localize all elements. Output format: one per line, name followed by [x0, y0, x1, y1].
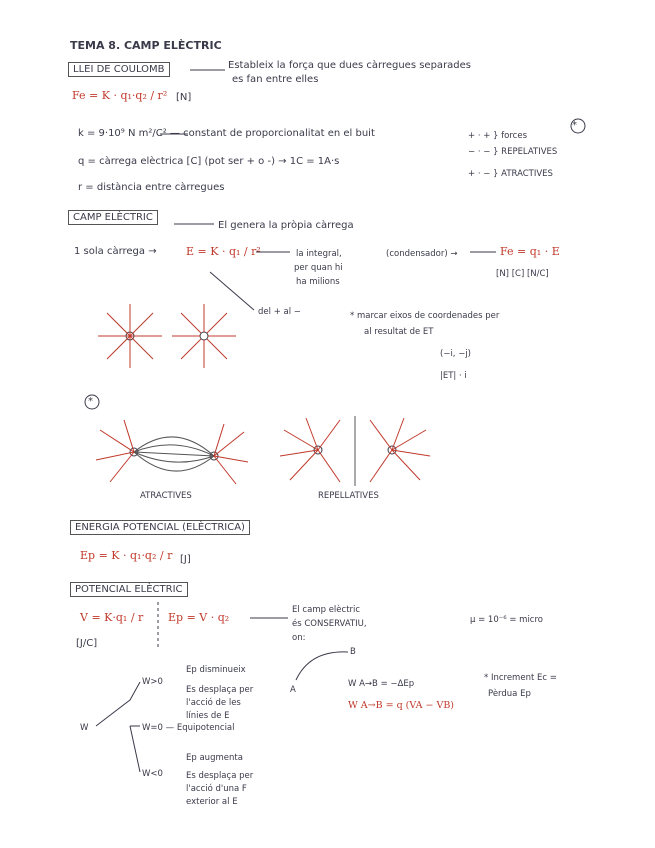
coulomb-description-2: es fan entre elles — [232, 74, 319, 85]
potential-formula: V = K·q₁ / r — [80, 611, 144, 624]
work-formula-1: W A→B = −ΔEp — [348, 679, 415, 689]
increment-note-2: Pèrdua Ep — [488, 689, 531, 699]
k-definition: k = 9·10⁹ N m²/C² — constant de proporcionalitat en el buit — [78, 128, 375, 139]
w-branches — [96, 682, 140, 772]
connector-arrows — [96, 70, 496, 772]
star-circle — [571, 119, 585, 133]
direction-note: del + al − — [258, 307, 301, 317]
integral-note-1: la integral, — [296, 249, 342, 259]
energy-unit: [J] — [180, 554, 191, 565]
coulomb-formula: Fe = K · q₁·q₂ / r² — [72, 89, 168, 102]
w-label: W — [80, 723, 89, 733]
w-positive-4: línies de E — [186, 711, 230, 721]
integral-note-2: per quan hi — [294, 263, 343, 273]
arrow-direction — [210, 272, 254, 310]
integral-note-3: ha milions — [296, 277, 340, 287]
w-positive-1: Ep disminueix — [186, 665, 246, 675]
coulomb-heading: LLEI DE COULOMB — [68, 62, 170, 77]
axes-modulus: |ET| · i — [440, 371, 467, 381]
w-positive: W>0 — [142, 677, 163, 687]
one-charge-label: 1 sola càrrega → — [74, 246, 157, 257]
star-note-2: * — [88, 396, 93, 407]
point-a: A — [290, 685, 296, 695]
w-negative-3: l'acció d'una F — [186, 784, 247, 794]
r-definition: r = distància entre càrregues — [78, 182, 225, 193]
potential-heading: POTENCIAL ELÈCTRIC — [70, 582, 188, 597]
field-description: El genera la pròpia càrrega — [218, 220, 354, 231]
potential-unit: [J/C] — [76, 638, 98, 649]
conservative-note-3: on: — [292, 633, 306, 643]
potential-energy-formula: Ep = V · q₂ — [168, 611, 230, 624]
w-positive-3: l'acció de les — [186, 698, 241, 708]
star-note: * — [572, 120, 577, 131]
repulsive-field-diagram — [280, 416, 430, 486]
attractive-label: ATRACTIVES — [140, 491, 192, 501]
single-charge-negative — [172, 304, 236, 368]
sign-rule-2: − · − } REPELATIVES — [468, 147, 558, 157]
page-title: TEMA 8. CAMP ELÈCTRIC — [70, 39, 222, 52]
sign-rule-1: + · + } forces — [468, 131, 527, 141]
w-negative: W<0 — [142, 769, 163, 779]
path-a-b — [296, 652, 348, 680]
field-formula: E = K · q₁ / r² — [186, 245, 261, 258]
point-b: B — [350, 647, 356, 657]
conservative-note-2: és CONSERVATIU, — [292, 619, 367, 629]
w-negative-4: exterior al E — [186, 797, 238, 807]
field-units: [N] [C] [N/C] — [496, 269, 549, 279]
micro-note: µ = 10⁻⁶ = micro — [470, 615, 543, 625]
capacitor-note: (condensador) → — [386, 249, 458, 259]
attractive-field-diagram — [96, 420, 248, 484]
star-circle-2 — [85, 395, 99, 409]
w-zero: W=0 — Equipotencial — [142, 723, 235, 733]
single-charge-positive — [98, 304, 162, 368]
axes-note-1: * marcar eixos de coordenades per — [350, 311, 500, 321]
q-definition: q = càrrega elèctrica [C] (pot ser + o -) → 1C = 1A·s — [78, 156, 340, 167]
coulomb-unit: [N] — [176, 92, 192, 103]
conservative-note-1: El camp elèctric — [292, 605, 361, 615]
work-formula-2: W A→B = q (VA − VB) — [348, 700, 455, 711]
repulsive-label: REPELLATIVES — [318, 491, 379, 501]
increment-note-1: * Increment Ec = — [484, 673, 557, 683]
field-heading: CAMP ELÈCTRIC — [68, 210, 158, 225]
energy-formula: Ep = K · q₁·q₂ / r — [80, 549, 173, 562]
axes-note-2: al resultat de ET — [364, 327, 434, 337]
force-formula: Fe = q₁ · E — [500, 245, 560, 258]
w-positive-2: Es desplaça per — [186, 685, 254, 695]
coulomb-description-1: Estableix la força que dues càrregues separades — [228, 60, 472, 71]
w-negative-1: Ep augmenta — [186, 753, 243, 763]
energy-heading: ENERGIA POTENCIAL (ELÈCTRICA) — [70, 520, 250, 535]
sign-rule-3: + · − } ATRACTIVES — [468, 169, 553, 179]
w-negative-2: Es desplaça per — [186, 771, 254, 781]
axes-vector: (−i, −j) — [440, 349, 472, 359]
